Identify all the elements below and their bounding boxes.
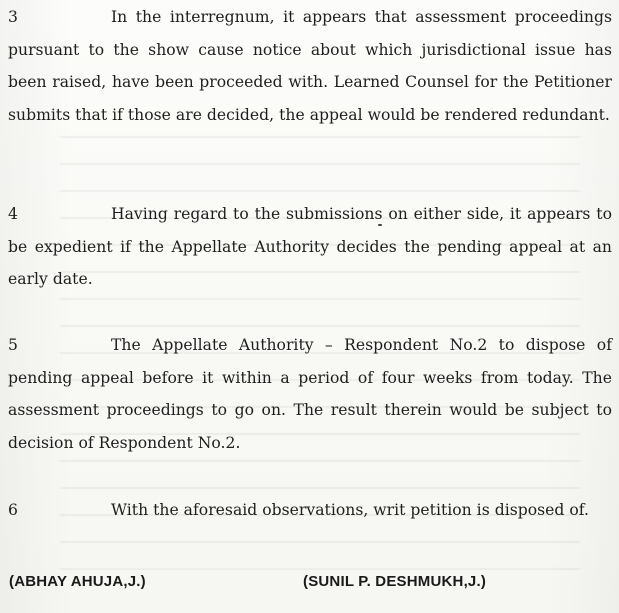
paragraph-3 [8,1,612,131]
paragraph-5 [8,329,612,459]
paragraph-number: 3 [8,8,18,26]
paragraph-number: 6 [8,501,18,519]
paragraph-6 [8,494,612,527]
paragraph-text: In the interregnum, it appears that assessment proceedings pursuant to the show cause notice about which jurisdictional issue has been raised, have been proceeded with. Learned Counsel for the Petitioner submits that if those are decided, the appeal would be rendered redundant. [8,8,612,124]
paragraph-number: 4 [8,205,18,223]
paragraph-text: Having regard to the submissions on either side, it appears to be expedient if the Appellate Authority decides the pending appeal at an early date. [8,205,612,288]
paragraph-number: 5 [8,336,18,354]
ink-speck [378,224,382,226]
signature-left: (ABHAY AHUJA,J.) [9,573,146,590]
paragraph-text: The Appellate Authority – Respondent No.2 to dispose of pending appeal before it within a period of four weeks from today. The assessment proceedings to go on. The result therein would be subject to decision of Respondent No.2. [8,336,612,452]
paragraph-text: With the aforesaid observations, writ petition is disposed of. [111,501,590,519]
signature-right: (SUNIL P. DESHMUKH,J.) [303,573,487,590]
paragraph-4 [8,198,612,296]
